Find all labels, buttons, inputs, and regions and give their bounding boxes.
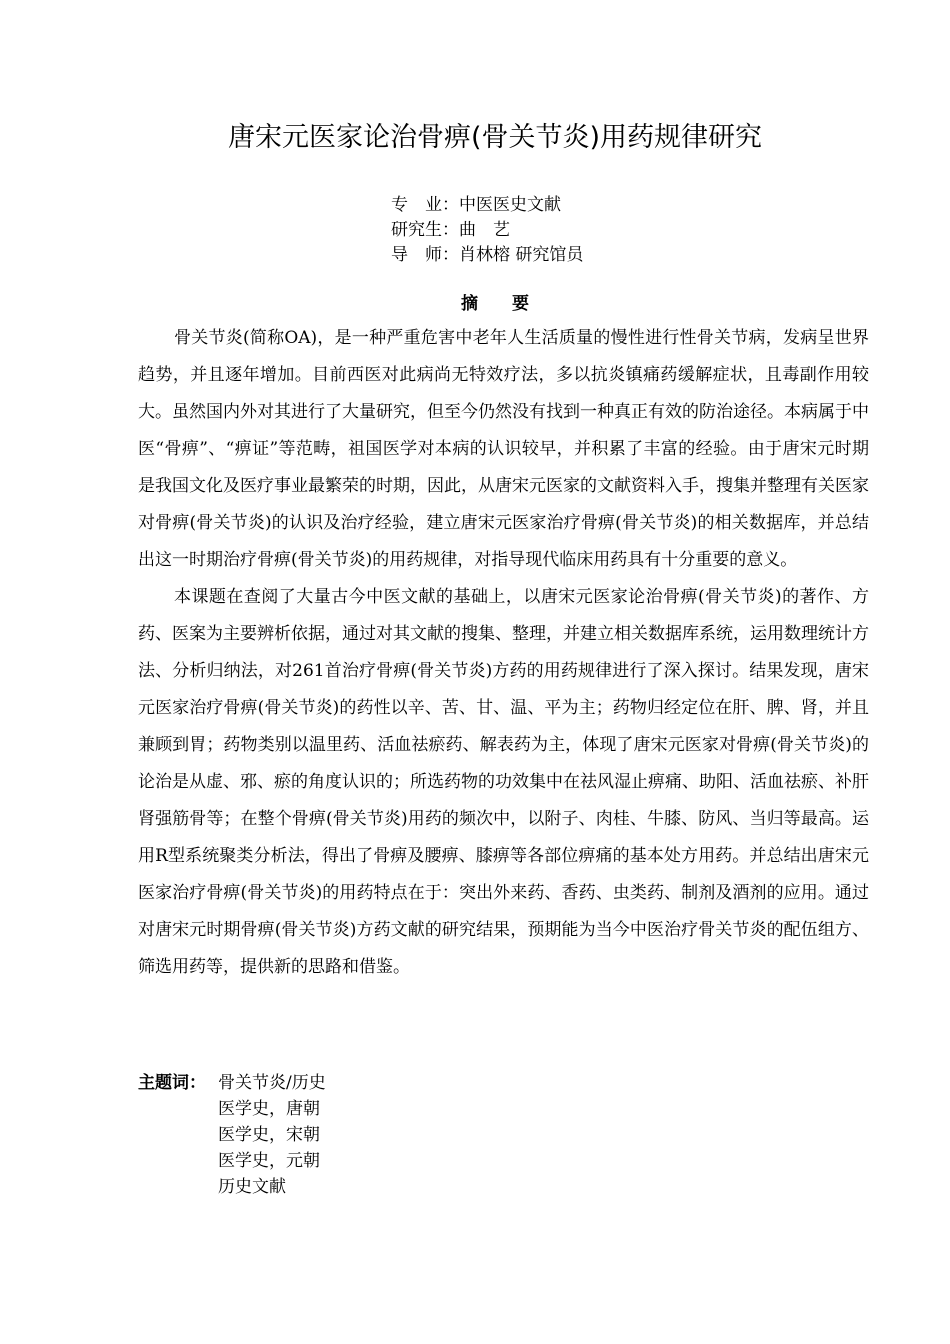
keyword-item: 骨关节炎/历史 [218, 1073, 326, 1093]
keyword-item: 医学史，唐朝 [218, 1099, 320, 1119]
abstract-body [138, 320, 869, 986]
meta-row-advisor [391, 243, 583, 268]
author-info [391, 193, 583, 268]
meta-value: 中医医史文献 [459, 195, 561, 215]
keyword-item: 医学史，元朝 [218, 1151, 320, 1171]
abstract-heading: 摘 要 [461, 294, 529, 314]
keywords-label: 主题词： [138, 1073, 206, 1093]
meta-label: 专 业： [391, 195, 459, 215]
meta-row-major [391, 193, 583, 218]
keywords-list [218, 1070, 326, 1200]
abstract-paragraph: 本课题在查阅了大量古今中医文献的基础上，以唐宋元医家论治骨痹(骨关节炎)的著作、方药、医案为主要辨析依据，通过对其文献的搜集、整理，并建立相关数据库系统，运用数理统计方法、分析归纳法，对261首治疗骨痹(骨关节炎)方药的用药规律进行了深入探讨。结果发现，唐宋元医家治疗骨痹(骨关节炎)的药性以辛、苦、甘、温、平为主；药物归经定位在肝、脾、肾，并且兼顾到胃；药物类别以温里药、活血祛瘀药、解表药为主，体现了唐宋元医家对骨痹(骨关节炎)的论治是从虚、邪、瘀的角度认识的；所选药物的功效集中在祛风湿止痹痛、助阳、活血祛瘀、补肝肾强筋骨等；在整个骨痹(骨关节炎)用药的频次中，以附子、肉桂、牛膝、防风、当归等最高。运用R型系统聚类分析法，得出了骨痹及腰痹、膝痹等各部位痹痛的基本处方用药。并总结出唐宋元医家治疗骨痹(骨关节炎)的用药特点在于：突出外来药、香药、虫类药、制剂及酒剂的应用。通过对唐宋元时期骨痹(骨关节炎)方药文献的研究结果，预期能为当今中医治疗骨关节炎的配伍组方、筛选用药等，提供新的思路和借鉴。 [138, 587, 869, 977]
meta-value: 曲 艺 [459, 220, 510, 240]
keyword-item: 历史文献 [218, 1177, 286, 1197]
document-title: 唐宋元医家论治骨痹(骨关节炎)用药规律研究 [227, 122, 763, 153]
meta-label: 导 师： [391, 245, 459, 265]
abstract-paragraph: 骨关节炎(简称OA)，是一种严重危害中老年人生活质量的慢性进行性骨关节病，发病呈世界趋势，并且逐年增加。目前西医对此病尚无特效疗法，多以抗炎镇痛药缓解症状，且毒副作用较大。虽然国内外对其进行了大量研究，但至今仍然没有找到一种真正有效的防治途径。本病属于中医“骨痹”、“痹证”等范畴，祖国医学对本病的认识较早，并积累了丰富的经验。由于唐宋元时期是我国文化及医疗事业最繁荣的时期，因此，从唐宋元医家的文献资料入手，搜集并整理有关医家对骨痹(骨关节炎)的认识及治疗经验，建立唐宋元医家治疗骨痹(骨关节炎)的相关数据库，并总结出这一时期治疗骨痹(骨关节炎)的用药规律，对指导现代临床用药具有十分重要的意义。 [138, 328, 869, 570]
keyword-item: 医学史，宋朝 [218, 1125, 320, 1145]
meta-value: 肖林榕 研究馆员 [459, 245, 584, 265]
meta-row-student [391, 218, 583, 243]
meta-label: 研究生： [391, 220, 459, 240]
